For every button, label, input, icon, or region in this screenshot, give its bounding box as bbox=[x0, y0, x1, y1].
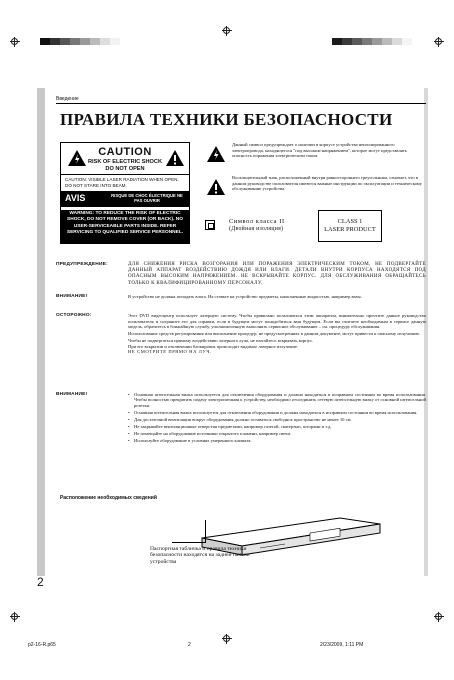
registration-mark bbox=[434, 37, 444, 47]
list-item: • Основная штепсельная вилка используется для отключения оборудования и должна находиться в исправном состоянии во время использования. bbox=[128, 410, 426, 415]
notice-text: В устройство не должна попадать влага. На ставьте на устройство предметы, наполненные жидкостью, например вазы. bbox=[128, 294, 362, 299]
class1-line1: CLASS 1 bbox=[337, 218, 363, 225]
caution-line1: RISK OF ELECTRIC SHOCK bbox=[88, 159, 162, 165]
lightning-triangle-icon bbox=[67, 149, 87, 167]
footer-page: 2 bbox=[188, 642, 191, 648]
avis-label: AVIS bbox=[65, 193, 86, 203]
callout-leader bbox=[205, 520, 206, 542]
notice-label: ВНИМАНИЕ! bbox=[56, 294, 88, 299]
caution-label bbox=[60, 142, 190, 244]
registration-mark bbox=[10, 37, 20, 47]
warning-text: WARNING: TO REDUCE THE RISK OF ELECTRIC SHOCK, DO NOT REMOVE COVER (OR BACK). NO USER-SERVICEABLE PARTS INSIDE. REFER SERVICING TO QUALIFIED SERVICE PERSONNEL. bbox=[61, 210, 189, 243]
caution-line2: DO NOT OPEN bbox=[105, 166, 145, 172]
avis-text: RISQUE DE CHOC ÉLECTRIQUE NE PAS OUVRIR bbox=[111, 193, 183, 204]
exclamation-triangle-icon bbox=[206, 178, 226, 196]
left-band bbox=[37, 88, 45, 576]
notice-text: ДЛЯ СНИЖЕНИЯ РИСКА ВОЗГОРАНИЯ ИЛИ ПОРАЖЕНИЯ ЭЛЕКТРИЧЕСКИМ ТОКОМ, НЕ ПОДВЕРГАЙТЕ ДАННЫЙ АППАРАТ ВОЗДЕЙСТВИЮ ДОЖДЯ ИЛИ ВЛАГИ. ДЕТАЛИ ВНУТРИ КОРПУСА НАХОДЯТСЯ ПОД ОПАСНЫМ ВЫСОКИМ НАПРЯЖЕНИЕМ. НЕ ВСКРЫВАЙТЕ КОРПУС. ДЛЯ ОБСЛУЖИВАНИЯ ОБРАЩАЙТЕСЬ ТОЛЬКО К КВАЛИФИЦИРОВАННОМУ ПЕРСОНАЛУ. bbox=[128, 262, 426, 286]
exclamation-triangle-icon bbox=[165, 149, 185, 167]
exclamation-symbol-text: Восклицательный знак, расположенный внутри равностороннего треугольника, означает, что в данном руководстве пользователя имеются важные инструкции по эксплуатации и техническому обслуживанию устройства. bbox=[232, 175, 422, 192]
location-heading: Расположение необходимых сведений bbox=[60, 495, 157, 501]
class2-line1: Символ класса II bbox=[229, 218, 285, 225]
laser-caution-text: CAUTION: VISIBLE LASER RADIATION WHEN OPEN. DO NOT STARE INTO BEAM. bbox=[65, 177, 179, 188]
notice-label: ПРЕДУПРЕЖДЕНИЕ: bbox=[56, 262, 108, 267]
attention-section-label: ВНИМАНИЕ! bbox=[56, 392, 88, 397]
divider bbox=[61, 174, 189, 175]
caution-heading: CAUTION bbox=[98, 146, 152, 158]
class2-line2: (Двойная изоляция) bbox=[229, 226, 284, 232]
footer-filename: p2-16-R.p65 bbox=[28, 642, 56, 648]
page-number: 2 bbox=[37, 575, 44, 589]
caution-paragraph: При его вскрытии и отключении блокировок происходит видимое лазерное излучение. bbox=[128, 343, 299, 349]
location-callout: Паспортная табличка и правила техники безопасности находятся на задней панели устройства bbox=[150, 546, 250, 565]
page-title: ПРАВИЛА ТЕХНИКИ БЕЗОПАСНОСТИ bbox=[60, 110, 393, 129]
attention-list bbox=[128, 392, 426, 443]
caution-paragraph: Чтобы не подвергаться прямому воздействию лазерного луча, не пытайтесь вскрывать корпус. bbox=[128, 338, 314, 344]
caution-section-label: ОСТОРОЖНО: bbox=[56, 313, 92, 318]
lightning-triangle-icon bbox=[206, 145, 226, 163]
color-strip bbox=[40, 38, 120, 45]
laser-caution-section bbox=[56, 313, 426, 383]
caution-paragraph: Этот DVD видеоцентр использует лазерную систему. Чтобы правильно пользоваться этим аппаратом, внимательно прочтите данное руководство пользователя и сохраните его для справки, если в будущем могут понадобиться ваш будущем. Если вы считаете необходимым в сервисе данную модель, обратитесь в ближайшую службу, уполномоченную выполнять сервисное обслуживание – см. процедуру обслуживания. bbox=[128, 313, 426, 330]
list-item: • Не помещайте на оборудование источники открытого пламени, например свечи. bbox=[128, 431, 426, 436]
header-rule bbox=[56, 103, 426, 104]
registration-mark bbox=[10, 612, 20, 622]
caution-paragraph: НЕ СМОТРИТЕ ПРЯМО НА ЛУЧ. bbox=[128, 349, 212, 355]
lightning-symbol-text: Данный символ предупреждает о наличии в корпусе устройства неизолированного электропровода, находящегося "под высоким напряжением", которое могут представлять опасность поражения электрическим током. bbox=[232, 142, 407, 159]
double-square-icon bbox=[205, 220, 215, 230]
footer-date: 2/23/2009, 1:11 PM bbox=[320, 642, 364, 648]
class1-laser-label bbox=[318, 210, 382, 242]
section-header: Введение bbox=[56, 96, 79, 102]
attention-section bbox=[56, 392, 426, 488]
registration-mark bbox=[222, 26, 232, 36]
list-item: • Основная штепсельная вилка используется для отключения оборудования и должна находиться в исправном состоянии во время использования. Чтобы полностью прекратить подачу электропитания к устройству, необходимо отсоединить сетевую штепсельную вилку от основной штепсельной розетки. bbox=[128, 392, 426, 408]
callout-leader bbox=[172, 542, 206, 543]
list-item: • Не закрывайте вентиляционные отверстия предметами, например газетой, скатертью, шторами и т.д. bbox=[128, 424, 426, 429]
class1-line2: LASER PRODUCT bbox=[324, 226, 376, 233]
caution-paragraph: Использование средств регулирования или выполнение процедур, не предусмотренных в данном документе, могут привести к опасному излучению. bbox=[128, 331, 421, 337]
attention-notice bbox=[56, 294, 426, 308]
warning-notice bbox=[56, 262, 426, 292]
registration-mark bbox=[222, 634, 232, 644]
list-item: • Для достаточной вентиляции вокруг оборудования должно оставаться свободное пространство не менее 10 см. bbox=[128, 417, 426, 422]
registration-mark bbox=[434, 612, 444, 622]
color-strip bbox=[332, 38, 412, 45]
list-item: • Используйте оборудование в условиях умеренного климата. bbox=[128, 438, 426, 443]
